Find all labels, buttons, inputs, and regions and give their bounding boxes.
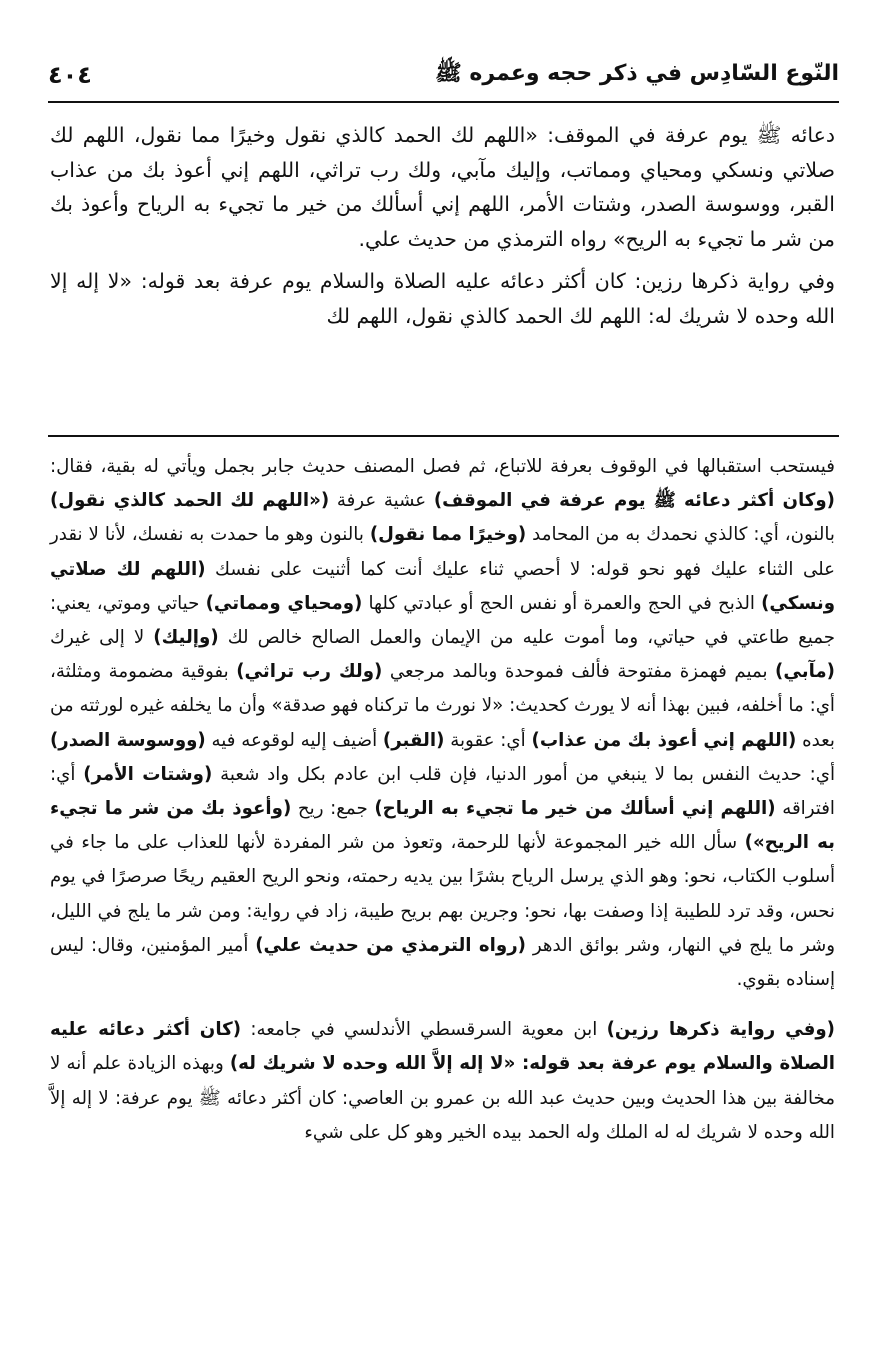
commentary-segment: ابن معوية السرقسطي الأندلسي في جامعه: [241, 1019, 607, 1041]
quoted-text-segment: (اللهم لك صلاتي ونسكي) [50, 558, 836, 614]
quoted-text-segment: (ولك رب تراثي) [236, 661, 383, 683]
commentary-segment: جمع: ريح [291, 798, 375, 820]
commentary-segment: سأل الله خير المجموعة لأنها للرحمة، وتعوذ من شر المفردة لأنها للعذاب على ما جاء في أسلوب الكتاب، نحو: وهو الذي يرسل الرياح بشرًا بين يديه رحمته، ونحو الريح العقيم ريحًا صرصرًا في يوم نحس، وقد ترد للطيبة إذا وصفت بها، نحو: وجرين بهم بريح طيبة، زاد في رواية: ومن شر ما يلج في الليل، وشر ما يلج في النهار، وشر بوائق الدهر [50, 832, 835, 956]
commentary-segment: وبهذه الزيادة علم أنه لا مخالفة بين هذا الحديث وبين حديث عبد الله بن عمرو بن العاصي: كان أكثر دعائه ﷺ يوم عرفة: لا إله إلاَّ الله وحده لا شريك له له الملك وله الحمد بيده الخير وهو كل على شيء [50, 1053, 835, 1143]
page-number: ٤٠٤ [48, 61, 92, 89]
commentary-segment: بالنون وهو ما حمدت به نفسك، لأنا لا نقدر على الثناء عليك فهو نحو قوله: لا أحصي ثناء عليك أنت كما أثنيت على نفسك [50, 524, 835, 580]
quoted-text-segment: (مآبي) [775, 661, 835, 683]
commentary-text [50, 450, 835, 1150]
main-text-paragraph: دعائه ﷺ يوم عرفة في الموقف: «اللهم لك الحمد كالذي نقول وخيرًا مما نقول، اللهم لك صلاتي ونسكي ومحياي ومماتب، وإليك مآبي، ولك رب تراثي، اللهم إني أعوذ بك من عذاب القبر، ووسوسة الصدر، وشتات الأمر، اللهم إني أسألك من خير ما تجيء به الرياح وأعوذ بك من شر ما تجيء به الريح» رواه الترمذي من حديث علي. [50, 123, 835, 251]
commentary-segment: أضيف إليه لوقوعه فيه [205, 729, 383, 751]
commentary-segment: بميم فهمزة مفتوحة فألف فموحدة وبالمد مرجعي [382, 661, 776, 683]
quoted-text-segment: (وفي رواية ذكرها رزين) [606, 1019, 835, 1041]
commentary-segment: بالنون، أي: كالذي نحمدك به من المحامد [526, 524, 835, 546]
section-divider-rule [48, 435, 839, 437]
header-rule [48, 101, 839, 103]
commentary-segment: أمير المؤمنين، وقال: ليس إسناده بقوي. [50, 934, 835, 991]
quoted-text-segment: (اللهم إني أعوذ بك من عذاب) [531, 729, 797, 751]
commentary-segment: الذبح في الحج والعمرة أو نفس الحج أو عبادتي كلها [362, 592, 762, 614]
quoted-text-segment: (وإليك) [153, 627, 219, 649]
quoted-text-segment: (وكان أكثر دعائه ﷺ يوم عرفة في الموقف) [433, 490, 835, 512]
quoted-text-segment: («اللهم لك الحمد كالذي نقول) [50, 490, 330, 512]
commentary-paragraph [50, 1013, 835, 1150]
commentary-segment: عشية عرفة [329, 490, 434, 512]
main-text [50, 118, 835, 333]
quoted-text-segment: (كان أكثر دعائه عليه الصلاة والسلام يوم عرفة بعد قوله: «لا إله إلاَّ الله وحده لا شريك له) [50, 1019, 836, 1075]
quoted-text-segment: (ووسوسة الصدر) [50, 729, 206, 751]
quoted-text-segment: (اللهم إني أسألك من خير ما تجيء به الرياح) [374, 798, 776, 820]
quoted-text-segment: (رواه الترمذي من حديث علي) [255, 934, 526, 956]
quoted-text-segment: (وأعوذ بك من شر ما تجيء به الريح») [50, 798, 835, 854]
quoted-text-segment: (القبر) [382, 729, 445, 751]
page-header [48, 52, 839, 98]
quoted-text-segment: (ومحياي ومماتي) [205, 592, 363, 614]
commentary-segment: أي: افتراقه [50, 763, 835, 820]
running-title: النّوع السّادِس في ذكر حجه وعمره ﷺ [435, 61, 839, 86]
main-text-paragraph: وفي رواية ذكرها رزين: كان أكثر دعائه عليه الصلاة والسلام يوم عرفة بعد قوله: «لا إله إلا الله وحده لا شريك له: اللهم لك الحمد كالذي نقول، اللهم لك [50, 269, 835, 328]
quoted-text-segment: (وخيرًا مما نقول) [369, 524, 527, 546]
quoted-text-segment: (وشتات الأمر) [83, 763, 213, 785]
commentary-segment: فيستحب استقبالها في الوقوف بعرفة للاتباع، ثم فصل المصنف حديث جابر بجمل ويأتي له بقية، فقال: [50, 456, 835, 477]
commentary-segment: أي: عقوبة [444, 729, 532, 751]
commentary-segment: لا إلى غيرك [50, 627, 154, 649]
commentary-segment: حياتي وموتي، يعني: جميع طاعتي في حياتي، وما أموت عليه من الإيمان والعمل الصالح خالص لك [50, 592, 835, 649]
commentary-segment: أي: حديث النفس بما لا ينبغي من أمور الدنيا، فإن قلب ابن عادم بكل واد شعبة [212, 763, 835, 785]
commentary-paragraph [50, 450, 835, 997]
commentary-segment: بفوقية مضمومة ومثلثة، أي: ما أخلفه، فبين بهذا أنه لا يورث كحديث: «لا نورث ما تركناه فهو صدقة» وأن ما يخلفه غيره لورثته من بعده [50, 661, 835, 751]
